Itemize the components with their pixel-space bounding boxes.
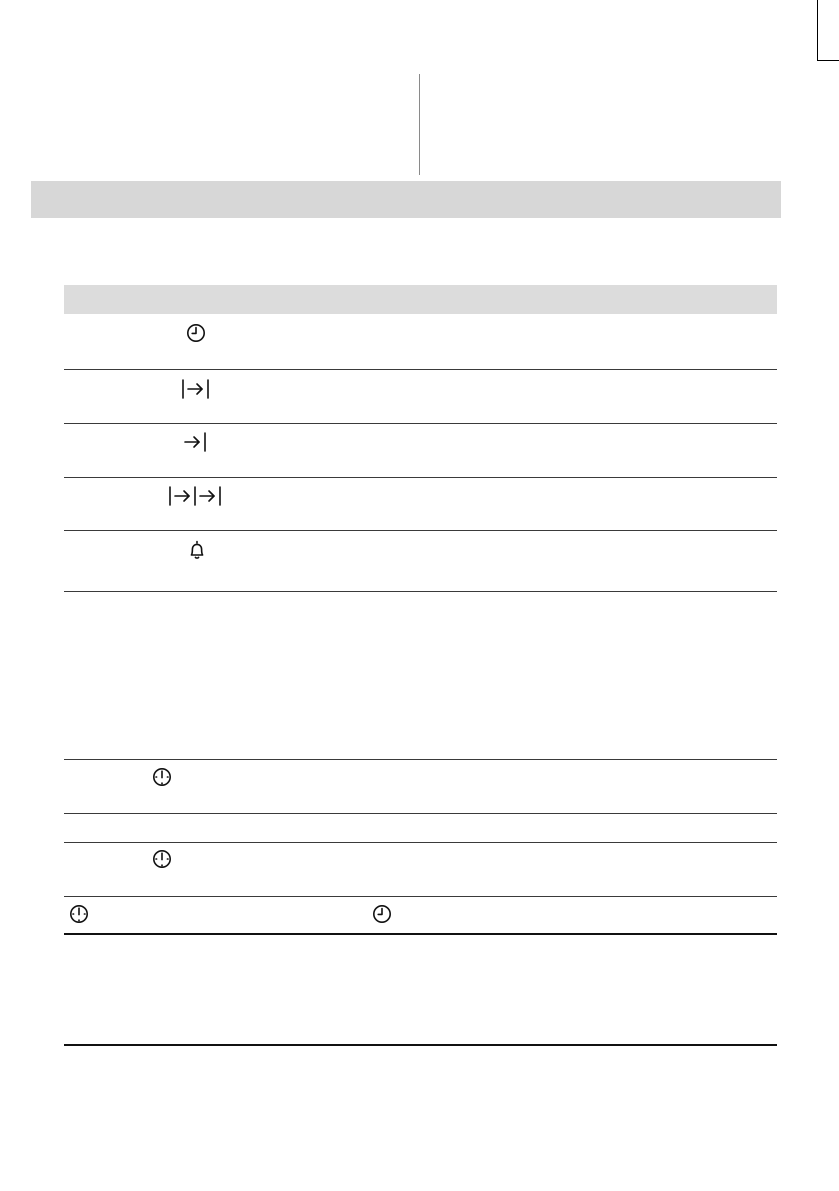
table-row-divider <box>64 842 777 843</box>
crop-mark <box>817 0 839 61</box>
duration-icon <box>181 379 211 399</box>
timer-icon <box>152 767 172 787</box>
clock-icon <box>372 904 392 924</box>
table-row-divider <box>64 369 777 370</box>
minute-minder-icon <box>187 540 207 560</box>
timer-icon <box>69 904 89 924</box>
clock-icon <box>186 323 206 343</box>
timer-icon <box>152 849 172 869</box>
column-divider <box>419 74 420 175</box>
section-heading-band <box>31 181 781 218</box>
table-row-divider <box>64 423 777 424</box>
section-bottom-rule <box>64 1044 777 1046</box>
table-row-divider <box>64 477 777 478</box>
time-delay-icon <box>168 486 224 506</box>
table-row-divider <box>64 896 777 897</box>
end-time-icon <box>183 432 209 452</box>
table-row-divider <box>64 813 777 814</box>
table-top-rule <box>64 759 777 760</box>
table-row-divider <box>64 530 777 531</box>
table-bottom-rule <box>64 933 777 935</box>
function-table-header <box>64 285 777 314</box>
table-bottom-rule <box>64 591 777 592</box>
